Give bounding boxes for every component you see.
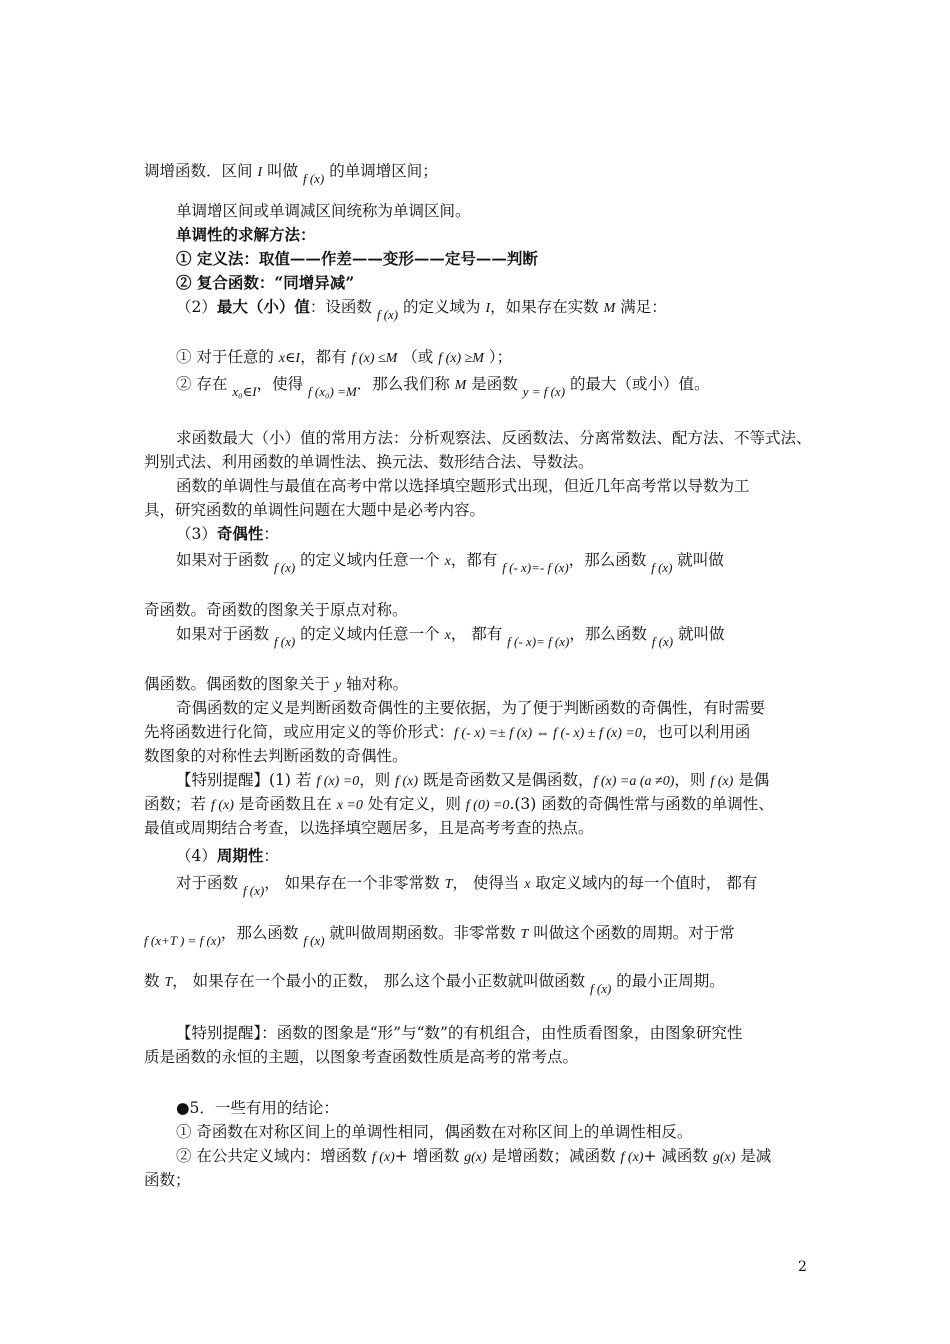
math-expression: f (x) [651,634,674,649]
math-expression: x =0 [336,798,363,813]
text-run: 就叫做周期函数。非零常数 [324,924,521,942]
text-run: ，那么函数 [220,924,304,942]
text-line [144,499,485,521]
math-expression: f (x) ≥M [438,351,484,366]
text-run: 质是函数的永恒的主题，以图象考查函数性质是高考的常考点。 [144,1048,579,1066]
text-run: ① 奇函数在对称区间上的单调性相同，偶函数在对称区间上的单调性相反。 [176,1123,693,1141]
text-run: 的定义域内任意一个 [295,625,445,643]
text-line [144,1169,191,1191]
math-expression: f (x) [303,933,325,948]
text-line [176,296,667,320]
text-run: ●5．一些有用的结论： [176,1099,339,1117]
text-line [144,1046,578,1068]
text-run: + 减函数 [643,1147,713,1165]
text-run: 轴对称。 [341,675,409,693]
text-run: ，则 [359,771,396,789]
math-expression: T [520,927,529,942]
text-line [144,817,594,839]
text-line [176,373,709,397]
math-expression: x [444,554,451,569]
text-line [144,793,774,817]
text-run: 是增函数；减函数 [486,1147,621,1165]
text-line [176,427,812,449]
math-expression: x [444,628,451,643]
math-expression: I [257,165,263,180]
text-run: 的定义域内任意一个 [295,551,445,569]
text-run: 的单调增区间； [324,162,438,180]
text-line [176,549,724,573]
math-expression: f (x) [273,634,296,649]
math-expression: f (x) =a (a ≠0) [593,774,675,789]
text-run: 如果对于函数 [176,551,274,569]
text-run: 奇偶函数的定义是判断函数奇偶性的主要依据，为了便于判断函数的奇偶性，有时需要 [176,699,766,717]
math-expression: f (x) ≤M [351,351,398,366]
text-run: 最值或周期结合考查，以选择填空题居多，且是高考考查的热点。 [144,819,594,837]
text-run: 叫做 [262,162,303,180]
text-run: 【特别提醒】(1) 若 [176,771,317,789]
text-run: 数 [144,972,165,990]
math-expression: x∈I [278,351,301,366]
text-run: 单调增区间或单调减区间统称为单调区间。 [176,202,471,220]
text-line [144,922,735,946]
math-expression: x₀∈I [232,384,257,399]
math-expression: f (0) =0 [465,798,510,813]
math-expression: M [454,378,467,393]
math-expression: f (x) [302,171,325,186]
text-run: ， 如果存在一个非零常数 [264,874,445,892]
text-line [176,1121,692,1143]
text-run: ）； [483,348,513,366]
text-line [176,872,757,896]
text-run: ， 如果存在一个最小的正数， 那么这个最小正数就叫做函数 [172,972,591,990]
text-line [176,1097,339,1119]
text-run: 函数；若 [144,795,211,813]
text-run: ，那么函数 [568,551,652,569]
text-run: ，都有 [450,551,503,569]
text-run: ．那么我们称 [356,375,455,393]
math-expression: f (- x) =± f (x) ⇔ f (- x) ± f (x) =0 [454,726,642,741]
math-expression: M [603,301,616,316]
math-expression: f (x) [651,560,673,575]
bold-text: ② 复合函数：“同增异减” [176,273,355,292]
text-line [176,475,750,497]
math-expression: f (x+T ) = f (x) [144,933,221,948]
text-run: 的最大（或小）值。 [565,375,710,393]
bold-text: 奇偶性 [216,524,264,543]
math-expression: f (x) [710,774,734,789]
text-run: 判别式法、利用函数的单调性法、换元法、数形结合法、导数法。 [144,453,594,471]
text-run: 处有定义，则 [362,795,466,813]
math-expression: x [524,877,531,892]
text-run: ，如果存在实数 [490,298,604,316]
text-line [144,721,750,745]
text-line [144,160,438,184]
text-line [176,1145,771,1169]
page-number: 2 [798,1259,807,1275]
math-expression: f (x) [620,1150,644,1165]
text-run: （2） [176,298,217,316]
math-expression: y [334,678,342,693]
math-expression: T [164,975,173,990]
text-run: 偶函数。偶函数的图象关于 [144,675,335,693]
text-run: ，都有 [300,348,352,366]
text-run: （3） [176,525,217,543]
text-run: 奇函数。奇函数的图象关于原点对称。 [144,601,408,619]
text-run: .(3) 函数的奇偶性常与函数的单调性、 [509,795,774,813]
math-expression: f (x) [376,307,399,322]
text-line [144,451,594,473]
text-run: 如果对于函数 [176,625,274,643]
text-run: ， 使得当 [452,874,525,892]
text-run: 是偶 [733,771,770,789]
text-run: ： [263,525,279,543]
text-line [144,673,408,697]
text-run: 的最小正周期。 [611,972,725,990]
text-run: ：设函数 [309,298,377,316]
text-run: ，那么函数 [569,625,652,643]
text-line [176,248,538,270]
math-expression: f (x) [371,1150,395,1165]
text-run: 数图象的对称性去判断函数的奇偶性。 [144,747,408,765]
text-run: 是函数 [466,375,523,393]
math-expression: y = f (x) [522,384,566,399]
text-line [176,224,316,246]
text-run: 具，研究函数的单调性问题在大题中是必考内容。 [144,501,486,519]
text-run: 【特别提醒】：函数的图象是“形”与“数”的有机组合，由性质看图象，由图象研究性 [176,1024,743,1042]
text-run: ， 都有 [450,625,508,643]
text-run: ② 存在 [176,375,233,393]
text-run: ： [263,847,279,865]
text-run: 函数； [144,1171,191,1189]
text-run: （4） [176,847,217,865]
bold-text: 单调性的求解方法： [176,225,316,244]
text-run: ① 对于任意的 [176,348,279,366]
text-line [176,769,769,793]
text-run: 既是奇函数又是偶函数， [418,771,594,789]
text-line [176,1022,742,1044]
math-expression: f (x) [395,774,419,789]
text-run: 就叫做 [672,551,724,569]
text-line [144,970,725,994]
text-run: ，也可以利用函 [641,723,751,741]
text-run: （或 [397,348,439,366]
text-run: 满足： [615,298,667,316]
text-run: 是奇函数且在 [233,795,337,813]
text-run: ，则 [674,771,711,789]
math-expression: T [444,877,453,892]
bold-text: ① 定义法：取值——作差——变形——定号——判断 [176,249,538,268]
math-expression: f (x) [242,883,265,898]
text-line [176,523,279,545]
text-run: 对于函数 [176,874,243,892]
text-run: 调增函数．区间 [144,162,258,180]
text-run: ② 在公共定义域内：增函数 [176,1147,372,1165]
text-run: 叫做这个函数的周期。对于常 [528,924,735,942]
text-run: 就叫做 [673,625,725,643]
text-line [176,623,725,647]
math-expression: f (- x)= f (x) [507,634,570,649]
text-run: 的定义域为 [398,298,486,316]
bold-text: 最大（小）值 [216,297,310,316]
text-run: 先将函数进行化简，或应用定义的等价形式： [144,723,455,741]
math-expression: f (x) =0 [316,774,360,789]
text-run: 是减 [735,1147,772,1165]
text-run: 求函数最大（小）值的常用方法：分析观察法、反函数法、分离常数法、配方法、不等式法、 [176,429,812,447]
math-expression: f (x₀) =M [308,384,357,399]
math-expression: f (x) [590,981,612,996]
math-expression: g(x) [712,1150,736,1165]
text-line [144,745,408,767]
text-line [144,599,408,621]
text-line [176,272,354,294]
text-run: + 增函数 [394,1147,465,1165]
text-line [176,200,471,222]
math-expression: f (x) [210,798,234,813]
math-expression: f (- x)=- f (x) [502,560,569,575]
text-run: 取定义域内的每一个值时， 都有 [530,874,758,892]
text-line [176,697,765,719]
text-run: ，使得 [256,375,309,393]
text-line [176,845,279,867]
math-expression: f (x) [273,560,296,575]
text-run: 函数的单调性与最值在高考中常以选择填空题形式出现，但近几年高考常以导数为工 [176,477,750,495]
math-expression: I [485,301,491,316]
math-expression: g(x) [464,1150,487,1165]
text-line [176,346,512,370]
bold-text: 周期性 [216,846,264,865]
